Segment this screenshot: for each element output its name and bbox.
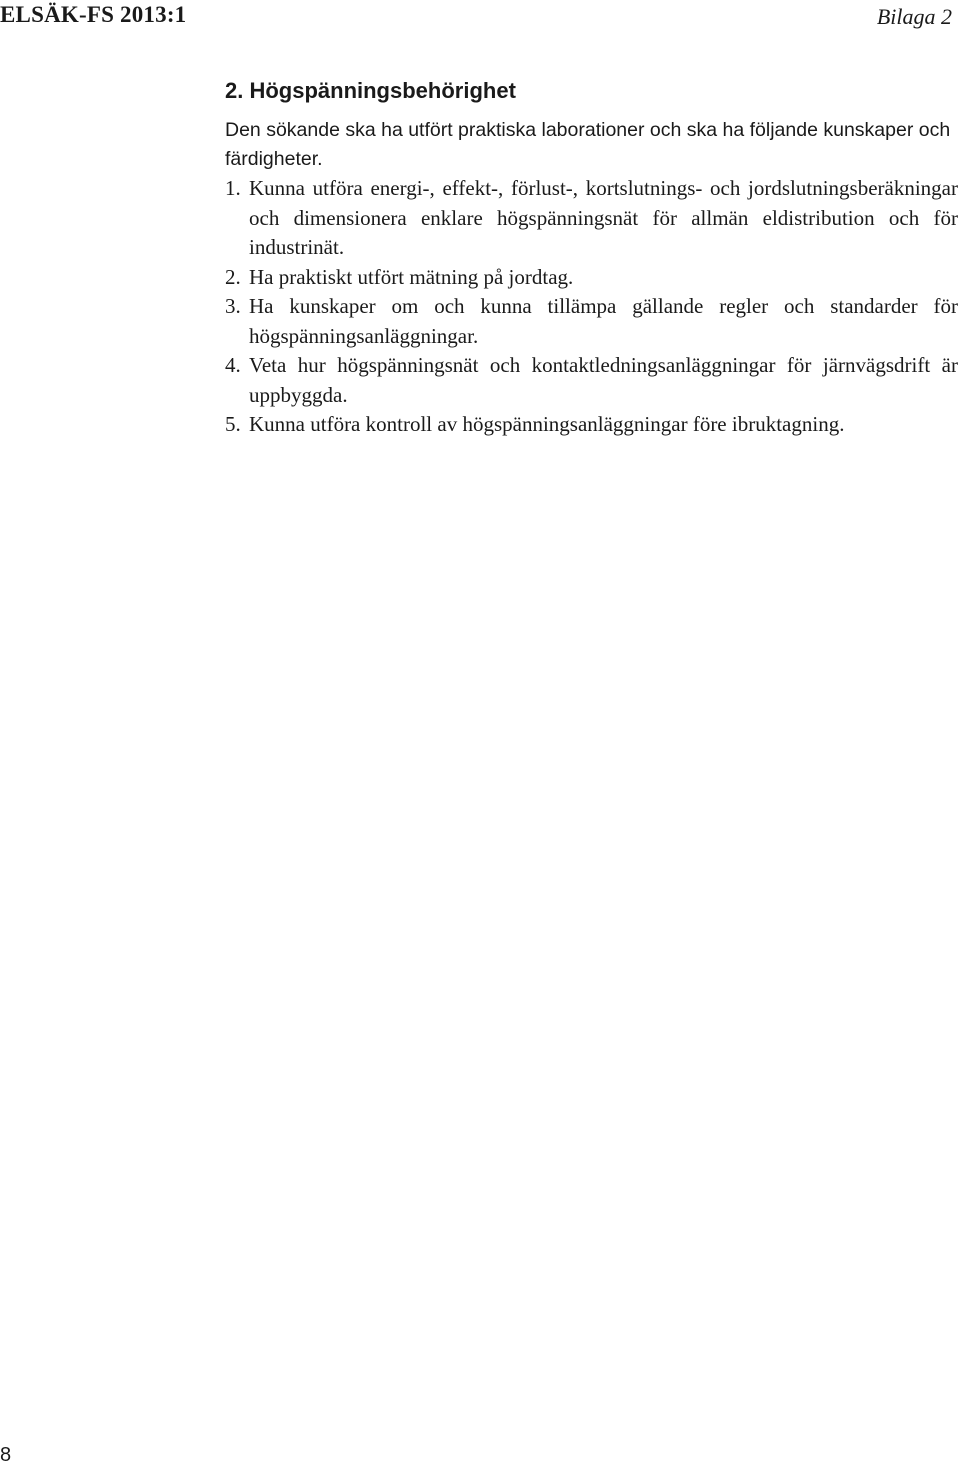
list-item-text: Ha kunskaper om och kunna tillämpa gällande regler och standarder för högspänningsanläggningar. [249,294,958,348]
section-content [225,74,958,440]
list-item-number: 4. [225,353,241,377]
list-item-number: 3. [225,294,241,318]
list-item [225,292,958,351]
page-number: 8 [0,1444,12,1466]
list-item-text: Veta hur högspänningsnät och kontaktledningsanläggningar för järnvägsdrift är uppbyggda. [249,353,958,407]
appendix-label: Bilaga 2 [876,4,952,29]
document-code: ELSÄK-FS 2013:1 [0,2,187,27]
list-item [225,351,958,410]
intro-paragraph: Den sökande ska ha utfört praktiska laborationer och ska ha följande kunskaper och färdigheter. [225,119,951,170]
list-item [225,174,958,263]
list-item-text: Kunna utföra kontroll av högspänningsanläggningar före ibruktagning. [249,412,845,436]
list-item-number: 5. [225,412,241,436]
list-item [225,410,958,440]
list-item [225,263,958,293]
list-item-number: 1. [225,176,241,200]
list-item-text: Kunna utföra energi-, effekt-, förlust-, kortslutnings- och jordslutningsberäkningar och dimensionera enklare högspänningsnät för allmän eldistribution och för industrinät. [249,176,958,259]
requirements-list [225,174,958,440]
section-heading: 2. Högspänningsbehörighet [225,78,516,103]
list-item-text: Ha praktiskt utfört mätning på jordtag. [249,264,574,289]
list-item-number: 2. [225,264,241,289]
